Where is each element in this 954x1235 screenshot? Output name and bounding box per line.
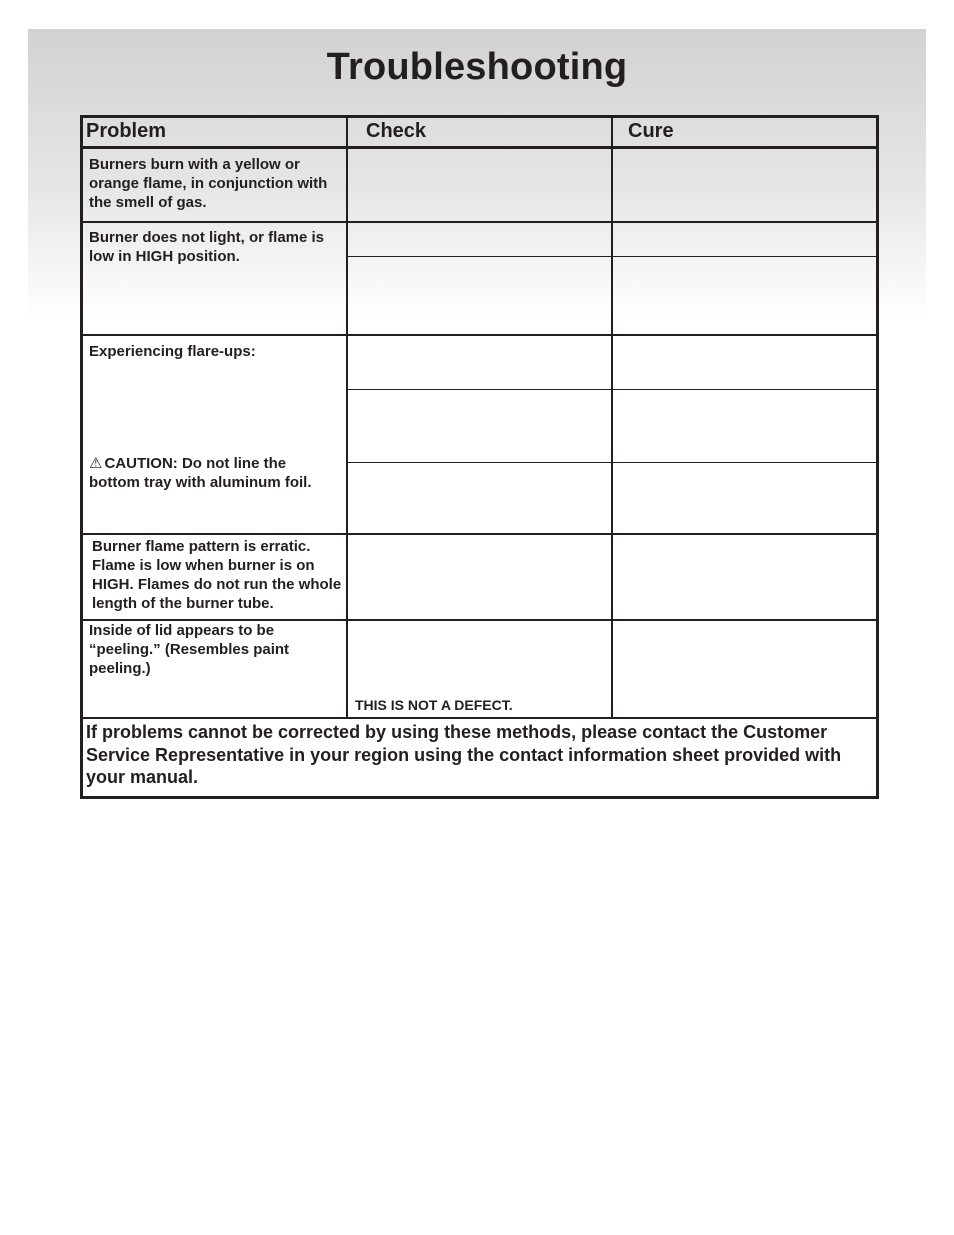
column-header-cure: Cure (628, 120, 674, 142)
row-3-subdivider-2 (347, 462, 877, 463)
row-divider-1 (81, 221, 878, 223)
row-divider-3 (81, 533, 878, 535)
caution-note (89, 454, 341, 492)
column-header-check: Check (366, 120, 427, 142)
header-row-divider (81, 146, 878, 149)
caution-text: CAUTION: Do not line the bottom tray with aluminum foil. (89, 455, 312, 491)
footer-divider (81, 717, 878, 719)
problem-cell-flare-ups: Experiencing flare-ups: (89, 343, 256, 360)
column-divider-check-cure (611, 116, 613, 719)
warning-triangle-icon: ⚠ (89, 455, 103, 472)
problem-cell-burner-not-light: Burner does not light, or flame is low in HIGH position. (89, 229, 325, 265)
problem-cell-erratic-flame: Burner flame pattern is erratic. Flame is low when burner is on HIGH. Flames do not run the whole length of the burner tube. (92, 538, 342, 612)
row-2-subdivider (347, 256, 877, 257)
row-3-subdivider-1 (347, 389, 877, 390)
problem-cell-yellow-flame: Burners burn with a yellow or orange flame, in conjunction with the smell of gas. (89, 156, 328, 211)
page-title: Troubleshooting (326, 46, 628, 88)
column-divider-problem-check (346, 116, 348, 719)
check-cell-not-a-defect: THIS IS NOT A DEFECT. (355, 697, 513, 713)
row-divider-2 (81, 334, 878, 336)
problem-cell-lid-peeling: Inside of lid appears to be “peeling.” (Resembles paint peeling.) (89, 622, 290, 677)
footer-contact-note: If problems cannot be corrected by using these methods, please contact the Customer Service Representative in your region using the contact information sheet provided with your manual. (86, 722, 842, 787)
column-header-problem: Problem (86, 120, 167, 142)
